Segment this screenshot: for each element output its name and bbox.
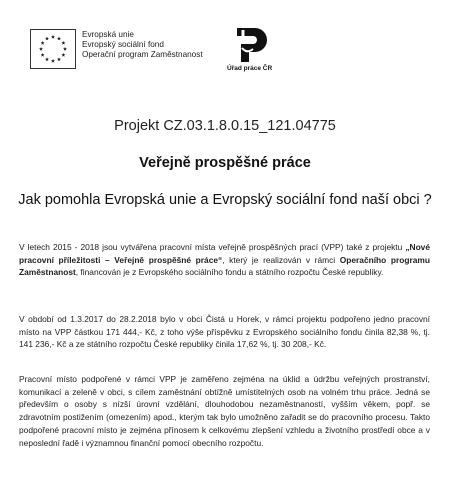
eu-star [63,47,67,51]
logo-header [30,22,430,80]
eu-star [57,37,61,41]
paragraph-funding: V období od 1.3.2017 do 28.2.2018 bylo v obci Čistá u Horek, v rámci projektu podpořeno jedno pracovní místo na VPP částkou 171 444,- Kč, z toho výše příspěvku z Evropského sociálního fondu činila 82,38 %, tj. 141 236,- Kč a ze státního rozpočtu České republiky činila 17,62 %, tj. 30 208,- Kč. [19,314,430,350]
project-name: „Nové pracovní příležitosti – Veřejně prospěšné práce“ [19,242,430,265]
paragraph-description: Pracovní místo podpořené v rámci VPP je zaměřeno zejména na úklid a údržbu veřejných prostranství, komunikací a zeleně v obci, s cílem zaměstnání obtížně umístitelných osob na volném trhu práce. Jedná se především o osoby s nízší úrovní vzdělání, dlouhodobou nezaměstnaností, vyšším věkem, popř. se zdravotním postižením (omezením) apod., kterým tak bylo umožněno zařadit se do pracovního procesu. Takto podpořené pracovní místo je zejména přínosem k celkovému zlepšení vzhledu a životního prostředí obce a v neposlední řadě i významnou finanční pomocí obecního rozpočtu. [19,374,430,448]
eu-star [41,53,45,57]
eu-fund-text [82,30,203,61]
eu-flag-icon [30,29,76,69]
paragraph-intro [19,241,430,279]
eu-star [51,35,55,39]
intro-text-3: , financován je z Evropského sociálního fondu a státního rozpočtu České republiky. [75,267,384,278]
eu-star [45,57,49,61]
eu-star [41,41,45,45]
office-label: Úřad práce ČR [227,65,273,72]
document-title: Veřejně prospěšné práce [139,155,311,171]
eu-star [57,57,61,61]
eu-star [51,59,55,63]
eu-star [61,41,65,45]
up-logo-svg [233,24,271,66]
up-cr-logo-icon [233,24,271,66]
program-name: Operačního programu Zaměstnanost [19,254,430,278]
eu-line-2: Evropský sociální fond [82,40,164,50]
intro-text-1: V letech 2015 - 2018 jsou vytvářena pracovní místa veřejně prospěšných prací (VPP) také z projektu [19,242,406,252]
project-code: Projekt CZ.03.1.8.0.15_121.04775 [114,118,336,134]
eu-star [39,47,43,51]
document-subtitle: Jak pomohla Evropská unie a Evropský sociální fond naší obci ? [18,192,432,208]
eu-star [61,53,65,57]
eu-line-1: Evropská unie [82,30,134,39]
eu-line-3: Operační program Zaměstnanost [82,50,203,60]
eu-star [45,37,49,41]
intro-text-2: , který je realizován v rámci [222,254,340,265]
eu-stars-svg [31,30,75,68]
